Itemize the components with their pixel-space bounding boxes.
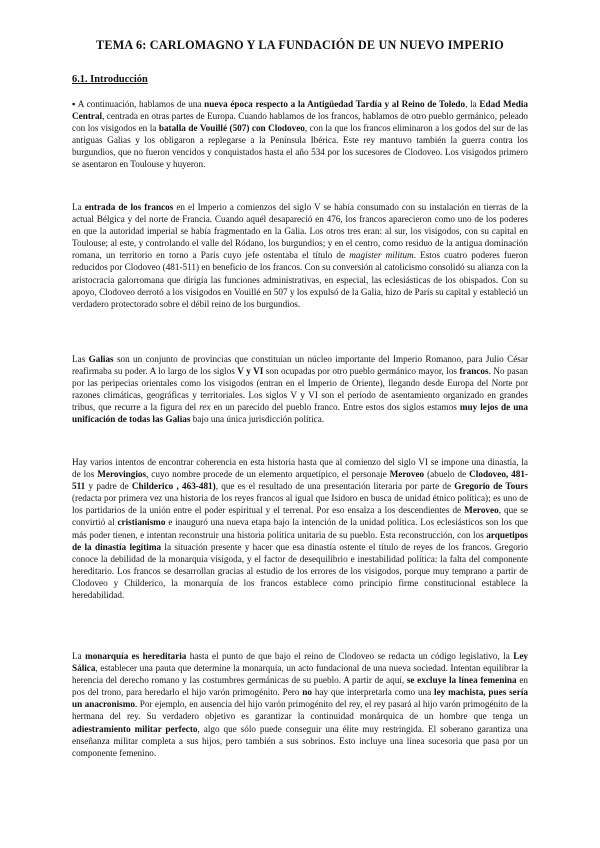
text: e inauguró una nueva etapa bajo la intención de la unidad política. Los eclesiásticos son los que más poder tienen, e intentan reconstruir una historia política unitaria de su pueblo. Esta reconstrucción, con los	[72, 517, 528, 540]
text: . Por ejemplo, en ausencia del hijo varón primogénito del rey, el rey pasará al hijo varón primogénito de la hermana del rey. Su verdadero objetivo es garantizar la continuidad monárquica de un hombre que tenga un	[72, 699, 528, 722]
text: La	[72, 202, 85, 212]
bold-text: Childerico , 463-481)	[131, 481, 216, 492]
paragraph-francos	[72, 201, 528, 310]
bold-text: no	[302, 687, 312, 698]
page-title: TEMA 6: CARLOMAGNO Y LA FUNDACIÓN DE UN NUEVO IMPERIO	[96, 38, 504, 52]
text: , la	[465, 99, 480, 109]
bold-text: se excluye la línea femenina	[406, 675, 517, 686]
text: , que es el resultado de una presentación literaria por parte de	[215, 481, 455, 492]
bold-text: monarquía es hereditaria	[85, 651, 187, 661]
text: la situación presente y hacer que esa dinastía ostente el título de reyes de los francos. Gregorio conoce la debilidad de la monarquía visigoda, y el factor de desequilibrio e inestabilidad política: la falta del componente hereditario. Los francos se desarrollan gracias al estudio de los errores de los visigodos, porque muy temprano a partir de Clodoveo y Childerico, la monarquía de los francos establece como principio firme constitucional establece la heredabilidad.	[72, 541, 528, 601]
text: , centrada en otras partes de Europa. Cuando hablamos de los francos, hablamos de otro pueblo germánico, peleado con los visigodos en la	[72, 111, 528, 134]
bold-text: cristianismo	[117, 517, 166, 528]
text: Hay varios intentos de encontrar coherencia en esta historia hasta que al comienzo del siglo VI se impone una dinastía, la de los	[72, 457, 528, 480]
italic-text: rex	[199, 402, 211, 413]
bold-text: nueva época respecto a la Antigüedad Tardía y al Reino de Toledo	[204, 99, 466, 109]
paragraph-intro	[72, 98, 528, 171]
bold-text: francos	[459, 366, 489, 377]
bold-text: Meroveo	[464, 505, 499, 516]
text: hay que interpretarla como una	[312, 687, 435, 698]
text: en un parecido del pueblo franco. Entre estos dos siglos estamos	[210, 402, 460, 413]
bullet: ▪	[72, 99, 78, 109]
text: bajo una única jurisdicción política.	[190, 414, 325, 425]
bold-text: Edad Media Central	[72, 99, 529, 122]
bold-text: adiestramiento militar perfecto	[72, 723, 198, 734]
text: (abuelo de	[424, 469, 470, 480]
bold-text: Ley Sálica	[72, 651, 528, 674]
bold-text: muy lejos de una unificación de todas las Galias	[72, 402, 529, 425]
text: son ocupadas por otro pueblo germánico mayor, los	[263, 366, 460, 377]
text: , cuyo nombre procede de un elemento arquetípico, el personaje	[146, 469, 390, 480]
text: , con la que los francos eliminaron a los godos del sur de las antiguas Galias y los obligaron a replegarse a la Península Ibérica. Este rey mantuvo también la guerra contra los burgundios, que no fueron vencidos y conquistados hasta el año 534 por los sucesores de Clodoveo. Los visigodos primero se asentaron en Toulouse y huyeron.	[72, 123, 528, 170]
text: A continuación, hablamos de una	[77, 99, 205, 109]
text: hasta el punto de que bajo el reino de Clodoveo se redacta un código legislativo, la	[186, 651, 514, 661]
italic-text: magister militum	[349, 250, 414, 261]
text: . Estos cuatro poderes fueron reducidos por Clodoveo (481-511) en beneficio de los francos. Con su conversión al catolicismo consolidó su alianza con la aristocracia galorromana que dirigía las funciones administrativas, en especial, las eclesiásticas de los obispados. Con su apoyo, Clodoveo derrotó a los visigodos en Vouillé en 507 y los expulsó de la Galia, hizo de París su capital y estableció un verdadero protectorado sobre el débil reino de los burgundios.	[72, 250, 528, 309]
text: Las	[72, 354, 89, 364]
paragraph-monarquia	[72, 650, 528, 759]
text: , que se convirtió al	[72, 505, 528, 528]
text: en el Imperio a comienzos del siglo V se había consumado con su instalación en tierras de la actual Bélgica y del norte de Francia. Cuando aquél desapareció en 476, los francos aparecieron como uno de los poderes en que la autoridad imperial se había fragmentado en la Galia. Los otros tres eran: al sur, los visigodos, con su capital en Toulouse; al este, y controlando el valle del Ródano, los burgundios; y en el centro, como residuo de la antigua dominación romana, un territorio en torno a París cuyo jefe ostentaba el título de	[72, 202, 528, 261]
text: . No pasan por las peripecias orientales como los visigodos (entran en el Imperio de Oriente), llegando desde Europa del Norte por razones climáticas, geográficas y territoriales. Los siglos V y VI son el período de asentamiento organizado en grandes tribus, que recurre a la figura del	[72, 366, 528, 413]
bold-text: V y VI	[237, 366, 264, 377]
paragraph-merovingios	[72, 456, 528, 601]
text: y padre de	[85, 481, 132, 492]
text: son un conjunto de provincias que constituían un núcleo importante del Imperio Romanoo, para Julio César reafirmaba su poder. A lo largo de los siglos	[72, 354, 529, 377]
text: La	[72, 651, 86, 661]
bold-text: entrada de los francos	[84, 202, 174, 212]
bold-text: Meroveo	[389, 469, 425, 480]
bold-text: Merovingios	[97, 469, 147, 480]
text: , algo que sólo puede conseguir una élite muy restringida. El soberano garantiza una enseñanza militar completa a sus hijos, pero también a sus sobrinos. Esto incluye una línea sucesoria que pasa por un componente femenino.	[72, 723, 529, 758]
bold-text: arquetipos de la dinastía legítima	[72, 529, 528, 552]
paragraph-galias	[72, 353, 528, 426]
bold-text: Galias	[88, 354, 114, 364]
bold-text: Clodoveo, 481-511	[72, 469, 528, 492]
text: , establecer una pauta que determine la monarquía, un acto fundacional de una nueva sociedad. Intentan equilibrar la herencia del derecho romano y las costumbres germánicas de su pueblo. A partir de aquí,	[72, 663, 528, 686]
bold-text: Gregorio de Tours	[454, 481, 528, 492]
text: (redacta por primera vez una historia de los reyes francos al igual que Isidoro en busca de unidad étnico política); es uno de los partidarios de la unión entre el poder espiritual y el terrenal. Por eso ensalza a los descendientes de	[72, 493, 528, 516]
bold-text: ley machista, pues sería un anacronismo	[72, 687, 528, 710]
section-heading: 6.1. Introducción	[72, 74, 148, 85]
text: en pos del trono, para heredarlo el hijo varón primogénito. Pero	[72, 675, 528, 698]
bold-text: batalla de Vouillé (507) con Clodoveo	[158, 123, 305, 134]
